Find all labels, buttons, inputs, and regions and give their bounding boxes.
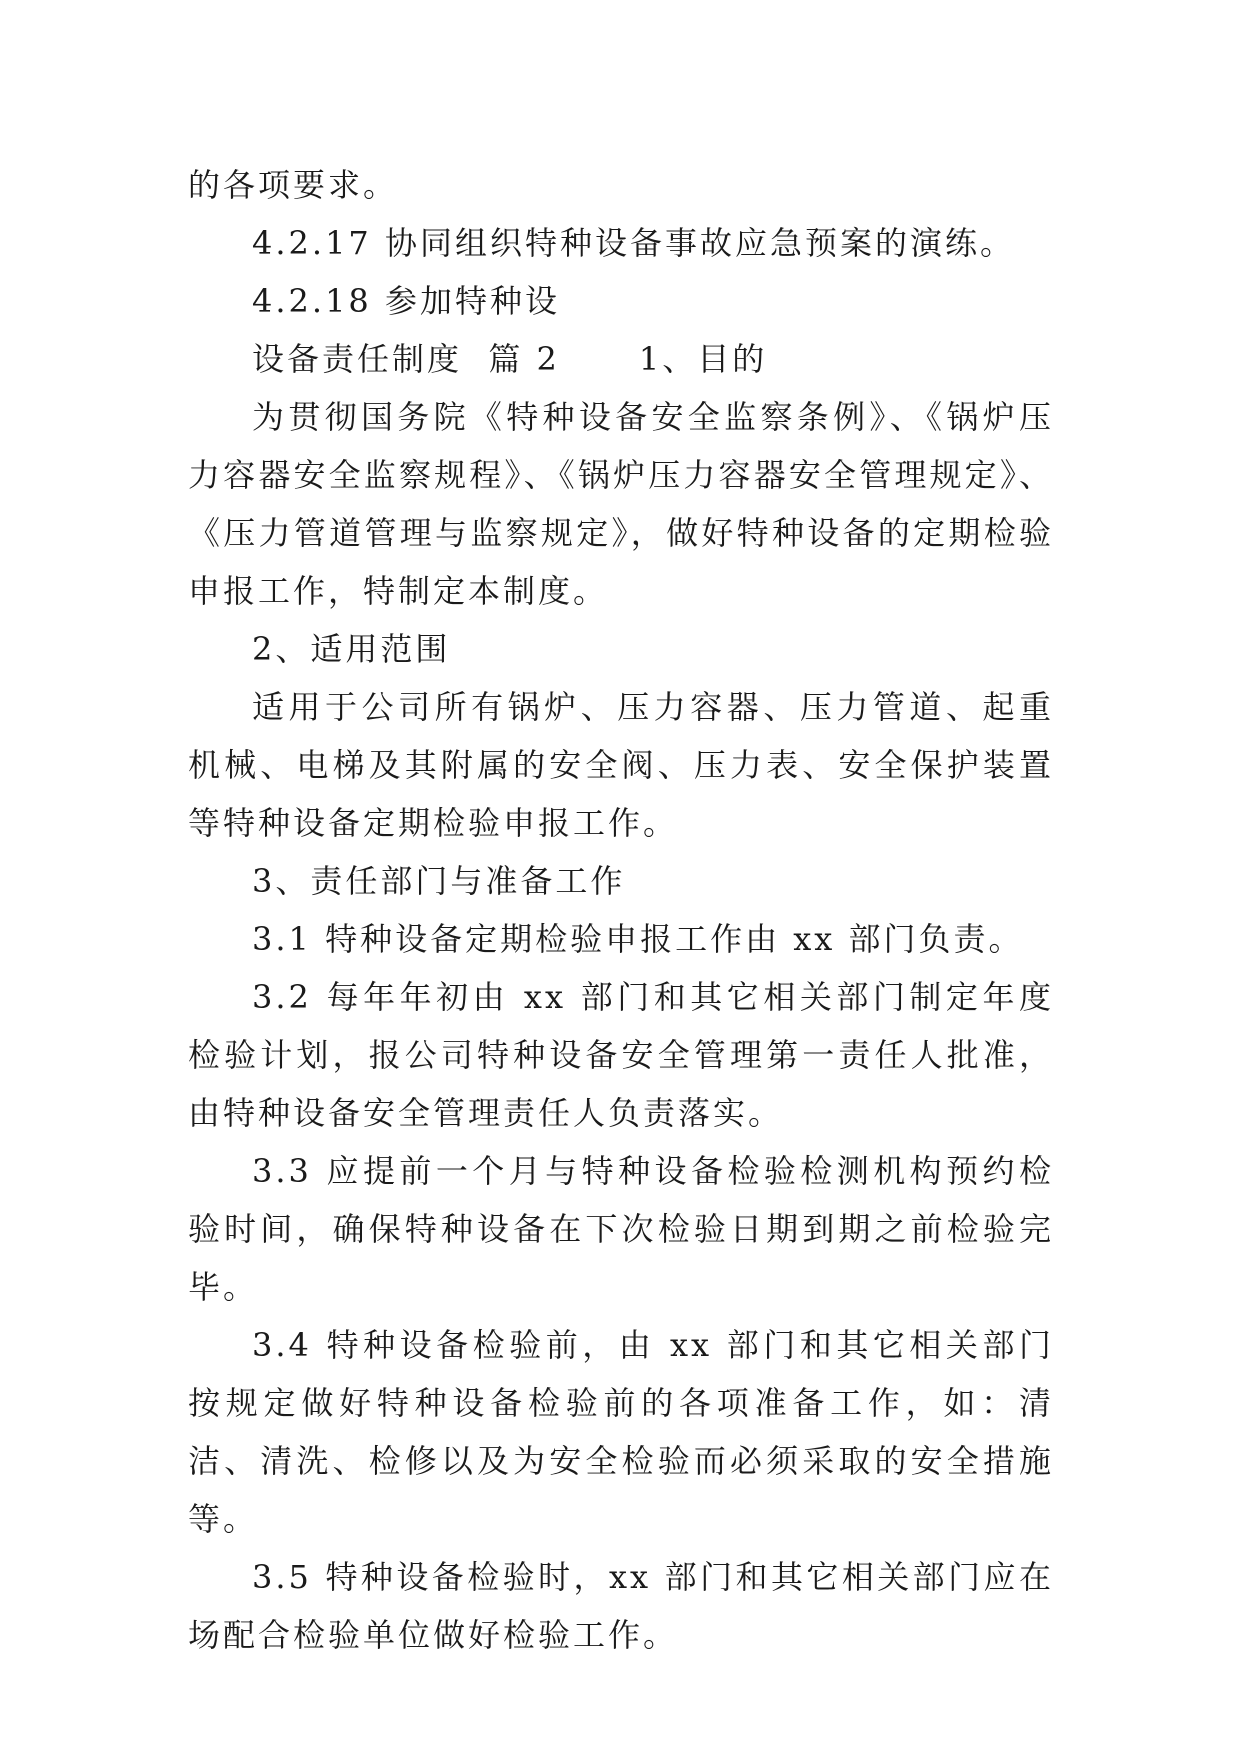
document-body <box>188 156 1054 1664</box>
section-heading: 设备责任制度 篇 2 1、目的 <box>252 340 768 378</box>
paragraph-scope: 适用于公司所有锅炉、压力容器、压力管道、起重机械、电梯及其附属的安全阀、压力表、安全保护装置等特种设备定期检验申报工作。 <box>188 688 1054 842</box>
heading-scope: 2、适用范围 <box>252 630 451 668</box>
paragraph-purpose: 为贯彻国务院《特种设备安全监察条例》、《锅炉压力容器安全监察规程》、《锅炉压力容器安全管理规定》、《压力管道管理与监察规定》，做好特种设备的定期检验申报工作，特制定本制度。 <box>188 398 1054 610</box>
paragraph-3-3: 3.3 应提前一个月与特种设备检验检测机构预约检验时间，确保特种设备在下次检验日期到期之前检验完毕。 <box>188 1152 1054 1306</box>
heading-responsibility: 3、责任部门与准备工作 <box>252 862 626 900</box>
paragraph-4-2-18: 4.2.18 参加特种设 <box>252 282 560 320</box>
paragraph-3-2: 3.2 每年年初由 xx 部门和其它相关部门制定年度检验计划，报公司特种设备安全管理第一责任人批准，由特种设备安全管理责任人负责落实。 <box>188 978 1054 1132</box>
paragraph-3-5: 3.5 特种设备检验时，xx 部门和其它相关部门应在场配合检验单位做好检验工作。 <box>188 1558 1054 1654</box>
paragraph-3-1: 3.1 特种设备定期检验申报工作由 xx 部门负责。 <box>252 920 1024 958</box>
paragraph-continuation: 的各项要求。 <box>188 166 399 204</box>
paragraph-4-2-17: 4.2.17 协同组织特种设备事故应急预案的演练。 <box>252 224 1015 262</box>
paragraph-3-4: 3.4 特种设备检验前，由 xx 部门和其它相关部门按规定做好特种设备检验前的各项准备工作，如：清洁、清洗、检修以及为安全检验而必须采取的安全措施等。 <box>188 1326 1054 1538</box>
